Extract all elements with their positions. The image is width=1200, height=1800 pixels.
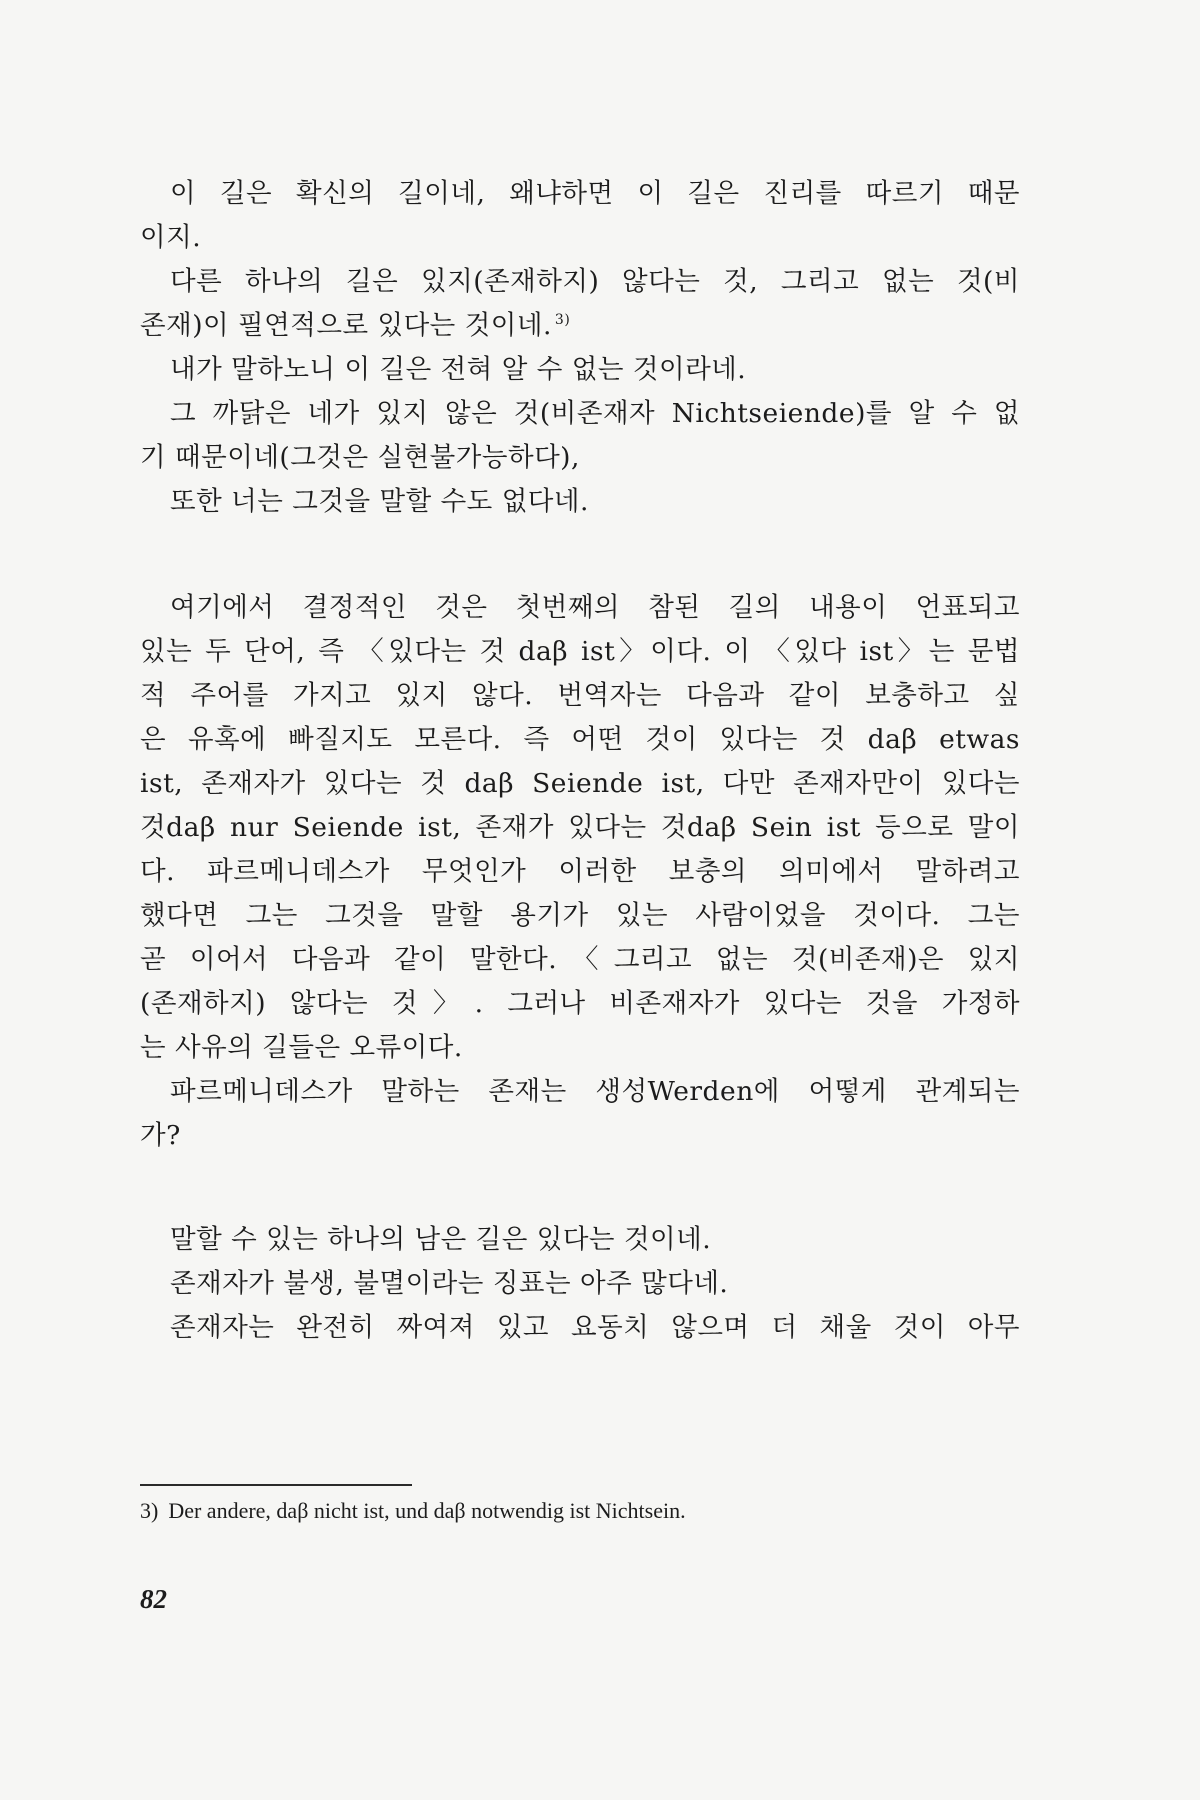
poem-line: 말할 수 있는 하나의 남은 길은 있다는 것이네. — [170, 1224, 712, 1255]
footnote-divider — [140, 1484, 412, 1486]
poem-line: 이 길은 확신의 길이네, 왜냐하면 이 길은 진리를 따르기 때문 — [170, 178, 1020, 209]
footnote-number: 3) — [140, 1498, 159, 1523]
paragraph-line: 있는 두 단어, 즉 〈있다는 것 daβ ist〉이다. 이 〈있다 ist〉는 문법 — [140, 636, 1020, 667]
paragraph-line: 다. 파르메니데스가 무엇인가 이러한 보충의 의미에서 말하려고 — [140, 856, 1020, 887]
paragraph-line: 가? — [140, 1120, 181, 1151]
page-number: 82 — [140, 1584, 167, 1614]
poem-line: 기 때문이네(그것은 실현불가능하다), — [140, 442, 580, 473]
poem-line: 내가 말하노니 이 길은 전혀 알 수 없는 것이라네. — [170, 354, 747, 385]
poem-line: 존재자가 불생, 불멸이라는 징표는 아주 많다네. — [170, 1268, 729, 1299]
poem-line — [140, 304, 570, 348]
paragraph-line: 했다면 그는 그것을 말할 용기가 있는 사람이었을 것이다. 그는 — [140, 900, 1020, 931]
poem-line-text: 존재)이 필연적으로 있다는 것이네. — [140, 310, 552, 341]
paragraph-line: 것daβ nur Seiende ist, 존재가 있다는 것daβ Sein ist 등으로 말이 — [140, 812, 1020, 843]
poem-line: 이지. — [140, 222, 202, 253]
paragraph-line: 여기에서 결정적인 것은 첫번째의 참된 길의 내용이 언표되고 — [170, 592, 1020, 623]
paragraph-line: 곧 이어서 다음과 같이 말한다.〈그리고 없는 것(비존재)은 있지 — [140, 944, 1020, 975]
paragraph-line: 적 주어를 가지고 있지 않다. 번역자는 다음과 같이 보충하고 싶 — [140, 680, 1020, 711]
footnote-text: Der andere, daβ nicht ist, und daβ notwendig ist Nichtsein. — [168, 1498, 686, 1523]
paragraph-line: 파르메니데스가 말하는 존재는 생성Werden에 어떻게 관계되는 — [170, 1076, 1020, 1107]
poem-line: 그 까닭은 네가 있지 않은 것(비존재자 Nichtseiende)를 알 수 없 — [170, 398, 1020, 429]
footnote-reference: 3) — [554, 312, 571, 329]
footnote — [140, 1496, 686, 1526]
paragraph-line: 는 사유의 길들은 오류이다. — [140, 1032, 463, 1063]
poem-line: 다른 하나의 길은 있지(존재하지) 않다는 것, 그리고 없는 것(비 — [170, 266, 1020, 297]
paragraph-line: 은 유혹에 빠질지도 모른다. 즉 어떤 것이 있다는 것 daβ etwas — [140, 724, 1020, 755]
poem-line: 존재자는 완전히 짜여져 있고 요동치 않으며 더 채울 것이 아무 — [170, 1312, 1020, 1343]
paragraph-line: ist, 존재자가 있다는 것 daβ Seiende ist, 다만 존재자만이 있다는 — [140, 768, 1020, 799]
paragraph-line: (존재하지) 않다는 것〉. 그러나 비존재자가 있다는 것을 가정하 — [140, 988, 1020, 1019]
poem-line: 또한 너는 그것을 말할 수도 없다네. — [170, 486, 589, 517]
